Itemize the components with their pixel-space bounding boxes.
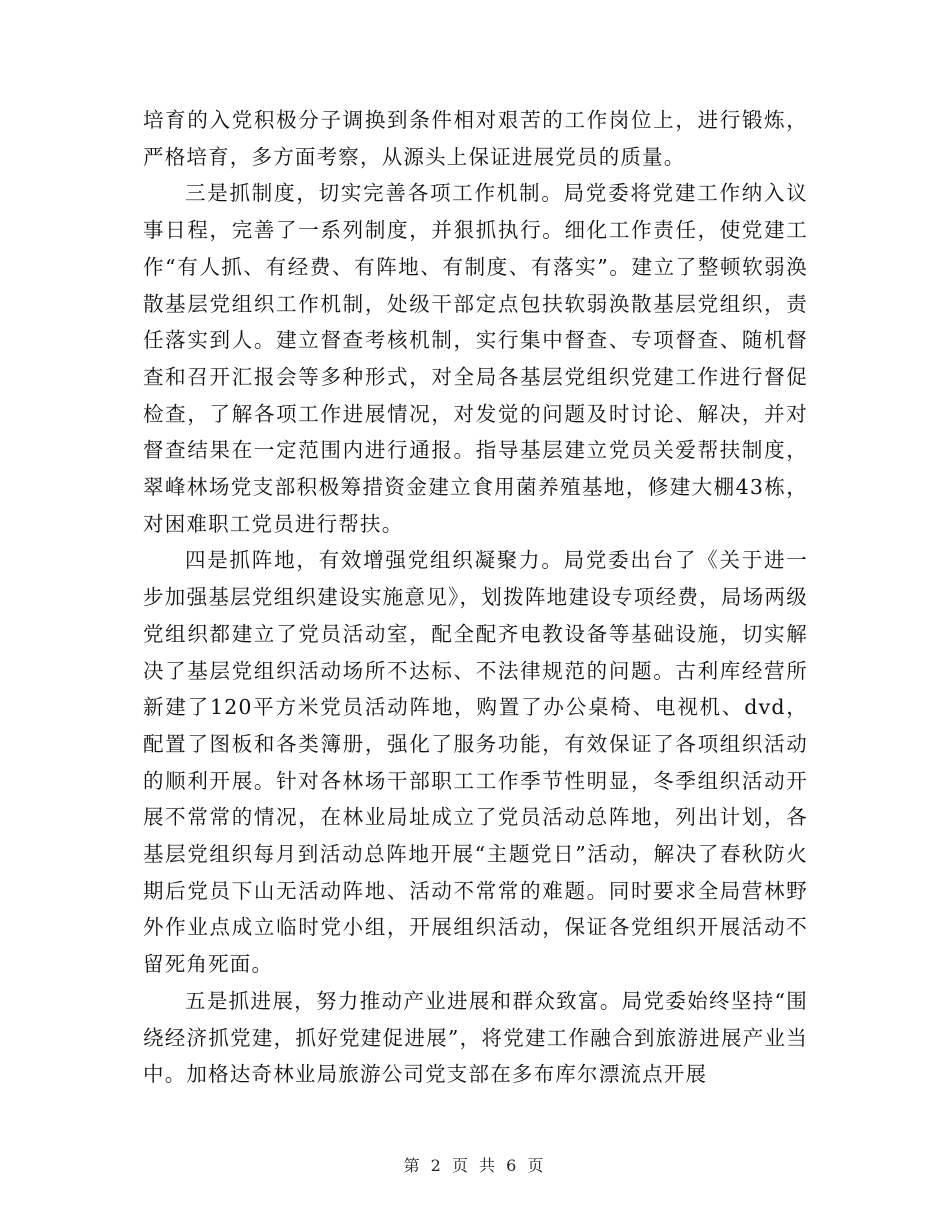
paragraph-point-three: 三是抓制度，切实完善各项工作机制。局党委将党建工作纳入议事日程，完善了一系列制度，并狠抓执行。细化工作责任，使党建工作“有人抓、有经费、有阵地、有制度、有落实”。建立了整顿软弱涣散基层党组织工作机制，处级干部定点包扶软弱涣散基层党组织，责任落实到人。建立督查考核机制，实行集中督查、专项督查、随机督查和召开汇报会等多种形式，对全局各基层党组织党建工作进行督促检查，了解各项工作进展情况，对发觉的问题及时讨论、解决，并对督查结果在一定范围内进行通报。指导基层建立党员关爱帮扶制度，翠峰林场党支部积极筹措资金建立食用菌养殖基地，修建大棚43栋，对困难职工党员进行帮扶。: [143, 181, 808, 536]
paragraph-point-four: 四是抓阵地，有效增强党组织凝聚力。局党委出台了《关于进一步加强基层党组织建设实施意见》，划拨阵地建设专项经费，局场两级党组织都建立了党员活动室，配全配齐电教设备等基础设施，切实解决了基层党组织活动场所不达标、不法律规范的问题。古利库经营所新建了120平方米党员活动阵地，购置了办公桌椅、电视机、dvd，配置了图板和各类簿册，强化了服务功能，有效保证了各项组织活动的顺利开展。针对各林场干部职工工作季节性明显，冬季组织活动开展不常常的情况，在林业局址成立了党员活动总阵地，列出计划，各基层党组织每月到活动总阵地开展“主题党日”活动，解决了春秋防火期后党员下山无活动阵地、活动不常常的难题。同时要求全局营林野外作业点成立临时党小组，开展组织活动，保证各党组织开展活动不留死角死面。: [143, 548, 808, 977]
paragraph-continuation: 培育的入党积极分子调换到条件相对艰苦的工作岗位上，进行锻炼，严格培育，多方面考察，从源头上保证进展党员的质量。: [143, 108, 808, 169]
paragraph-point-five: 五是抓进展，努力推动产业进展和群众致富。局党委始终坚持“围绕经济抓党建，抓好党建促进展”，将党建工作融合到旅游进展产业当中。加格达奇林业局旅游公司党支部在多布库尔漂流点开展: [143, 988, 808, 1087]
document-body: [143, 102, 808, 1093]
page-number-footer: 第 2 页 共 6 页: [403, 1156, 547, 1175]
